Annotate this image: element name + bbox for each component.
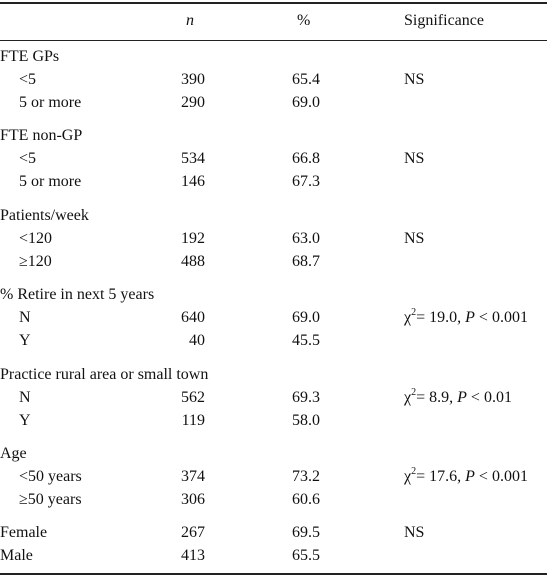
cell-n: 413 (181, 547, 205, 564)
cell-percent: 58.0 (292, 412, 320, 429)
cell-percent: 65.5 (292, 547, 320, 564)
cell-percent: 69.0 (292, 94, 320, 111)
row-label: <5 (19, 150, 37, 167)
row-label: ≥50 years (19, 491, 82, 508)
cell-percent: 60.6 (292, 491, 320, 508)
row-label: N (19, 309, 31, 326)
cell-significance: NS (404, 71, 425, 88)
row-label: Male (0, 547, 33, 564)
cell-percent: 69.3 (292, 389, 320, 406)
cell-significance (404, 465, 528, 486)
header-percent: % (297, 12, 311, 29)
cell-percent: 73.2 (292, 468, 320, 485)
cell-n: 290 (181, 94, 205, 111)
chi-symbol: χ (404, 309, 412, 326)
cell-percent: 69.5 (292, 524, 320, 541)
p-symbol: P (465, 468, 475, 485)
cell-n: 306 (181, 491, 205, 508)
row-label: <120 (19, 230, 53, 247)
cell-n: 267 (181, 524, 205, 541)
chi-value: = 19.0, (416, 309, 466, 326)
superscript-two: 2 (411, 306, 417, 318)
p-symbol: P (465, 309, 475, 326)
row-label: <50 years (19, 468, 82, 485)
cell-percent: 68.7 (292, 253, 320, 270)
row-label: N (19, 389, 31, 406)
group-label: Practice rural area or small town (0, 366, 209, 383)
row-label: 5 or more (19, 94, 82, 111)
superscript-two: 2 (411, 386, 417, 398)
header-rule (0, 40, 547, 41)
superscript-two: 2 (411, 465, 417, 477)
p-value: < 0.001 (474, 468, 528, 485)
p-symbol: P (457, 389, 467, 406)
cell-significance (404, 386, 512, 407)
header-n: n (186, 12, 194, 29)
chi-value: = 17.6, (416, 468, 466, 485)
cell-percent: 66.8 (292, 150, 320, 167)
cell-n: 488 (181, 253, 205, 270)
group-label: FTE GPs (0, 48, 60, 65)
cell-n: 534 (181, 150, 205, 167)
cell-n: 640 (181, 309, 205, 326)
group-label: Age (0, 445, 27, 462)
group-label: FTE non-GP (0, 127, 83, 144)
cell-significance (404, 306, 528, 327)
cell-n: 562 (181, 389, 205, 406)
cell-n: 374 (181, 468, 205, 485)
row-label: 5 or more (19, 173, 82, 190)
row-label: ≥120 (19, 253, 52, 270)
top-rule (0, 2, 547, 4)
chi-value: = 8.9, (416, 389, 458, 406)
p-value: < 0.01 (466, 389, 512, 406)
group-label: Patients/week (0, 207, 89, 224)
cell-percent: 63.0 (292, 230, 320, 247)
row-label: Female (0, 524, 48, 541)
cell-n: 192 (181, 230, 205, 247)
cell-n: 119 (181, 412, 205, 429)
bottom-rule (0, 573, 547, 575)
group-label: % Retire in next 5 years (0, 286, 155, 303)
chi-symbol: χ (404, 468, 412, 485)
cell-n: 146 (181, 173, 205, 190)
row-label: Y (19, 412, 31, 429)
cell-percent: 45.5 (292, 332, 320, 349)
cell-significance: NS (404, 150, 425, 167)
header-significance: Significance (404, 12, 484, 29)
chi-symbol: χ (404, 389, 412, 406)
row-label: <5 (19, 71, 37, 88)
cell-n: 390 (181, 71, 205, 88)
cell-percent: 65.4 (292, 71, 320, 88)
p-value: < 0.001 (474, 309, 528, 326)
cell-percent: 69.0 (292, 309, 320, 326)
row-label: Y (19, 332, 31, 349)
cell-significance: NS (404, 524, 425, 541)
cell-significance: NS (404, 230, 425, 247)
cell-n: 40 (189, 332, 205, 349)
cell-percent: 67.3 (292, 173, 320, 190)
